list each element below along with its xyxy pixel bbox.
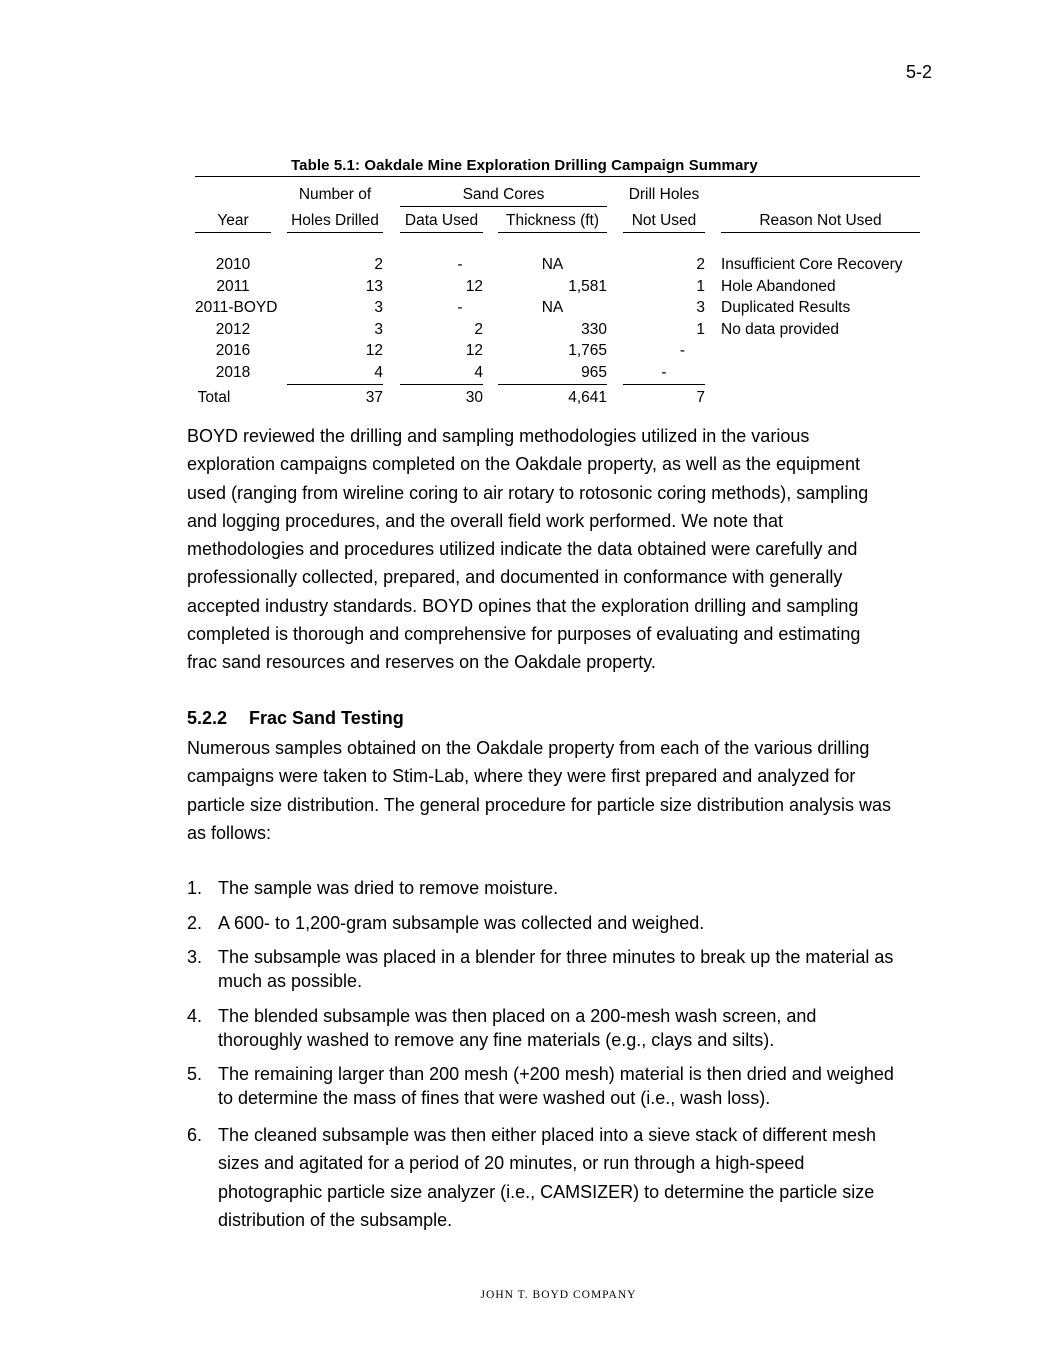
list-item-number: 1.: [187, 878, 203, 898]
list-item: [187, 1004, 947, 1052]
list-item-number: 5.: [187, 1064, 203, 1084]
table-cell-holes: 2: [374, 256, 383, 273]
paragraph-line: accepted industry standards. BOYD opines that the exploration drilling and sampling: [187, 595, 859, 616]
col-year: Year: [195, 212, 271, 233]
intro-line: Numerous samples obtained on the Oakdale property from each of the various drilling: [187, 738, 870, 758]
intro-line: particle size distribution. The general procedure for particle size distribution analysis was: [187, 794, 892, 815]
table-cell-not-used: -: [679, 342, 686, 360]
table-title: Table 5.1: Oakdale Mine Exploration Drilling Campaign Summary: [291, 157, 758, 174]
table-cell-not-used: 2: [696, 256, 705, 273]
list-item-text: [218, 876, 938, 900]
paragraph-line: used (ranging from wireline coring to air rotary to rotosonic coring methods), sampling: [187, 482, 869, 503]
section-heading: [187, 708, 404, 729]
list-item-number: 4.: [187, 1006, 203, 1026]
list-item-line: to determine the mass of fines that were washed out (i.e., wash loss).: [218, 1088, 771, 1108]
col-data-used: Data Used: [400, 212, 483, 233]
table-cell-data-used: 12: [465, 277, 483, 295]
paragraph-line: completed is thorough and comprehensive for purposes of evaluating and estimating: [187, 624, 861, 645]
col-holes-drilled: Holes Drilled: [287, 212, 383, 233]
list-item-text: [218, 1004, 938, 1052]
header-number-of: Number of: [298, 186, 372, 203]
paragraph-line: methodologies and procedures utilized indicate the data obtained were carefully and: [187, 539, 858, 560]
col-thickness: Thickness (ft): [498, 212, 607, 233]
header-sand-cores: Sand Cores: [400, 186, 607, 207]
table-cell-thickness: 330: [581, 320, 607, 338]
list-item-line: photographic particle size analyzer (i.e., CAMSIZER) to determine the particle size: [218, 1181, 875, 1202]
table-cell-thickness: 965: [498, 364, 607, 385]
table-cell-year: 2018: [215, 364, 251, 381]
list-item-number: 2.: [187, 913, 203, 933]
list-item: [187, 911, 947, 935]
section-number: 5.2.2: [187, 708, 228, 728]
methodology-paragraph: [187, 422, 947, 677]
table-cell-holes: 3: [374, 299, 383, 317]
list-item-line: The blended subsample was then placed on a 200-mesh wash screen, and: [218, 1006, 817, 1026]
table-cell-reason: No data provided: [721, 320, 840, 338]
total-not-used: 7: [696, 388, 705, 406]
table-cell-not-used: 1: [696, 277, 705, 295]
footer-company: JOHN T. BOYD COMPANY: [480, 1289, 637, 1301]
paragraph-line: frac sand resources and reserves on the Oakdale property.: [187, 652, 656, 673]
table-cell-not-used: 3: [696, 299, 705, 317]
total-label: Total: [197, 388, 231, 406]
section-title: Frac Sand Testing: [249, 708, 404, 728]
table-cell-reason: Duplicated Results: [721, 299, 851, 317]
list-item-text: [218, 1121, 938, 1234]
table-cell-data-used: -: [457, 299, 463, 317]
table-cell-year: 2010: [215, 256, 251, 273]
list-item-line: The subsample was placed in a blender for three minutes to break up the material as: [218, 947, 894, 967]
table-cell-not-used: 1: [696, 320, 705, 338]
list-item-line: thoroughly washed to remove any fine materials (e.g., clays and silts).: [218, 1030, 775, 1050]
list-item-line: much as possible.: [218, 971, 363, 991]
table-cell-reason: Hole Abandoned: [721, 277, 836, 295]
col-reason: Reason Not Used: [721, 212, 920, 233]
table-cell-holes: 12: [365, 342, 383, 360]
list-item-line: distribution of the subsample.: [218, 1209, 453, 1230]
table-cell-holes: 13: [365, 277, 383, 295]
table-cell-year: 2016: [215, 342, 251, 360]
list-item: [187, 945, 947, 993]
intro-line: campaigns were taken to Stim-Lab, where they were first prepared and analyzed for: [187, 766, 856, 787]
table-cell-data-used: 2: [474, 320, 483, 338]
list-item-number: 6.: [187, 1125, 203, 1145]
list-item-text: [218, 1062, 938, 1110]
list-item: [187, 1062, 947, 1110]
table-cell-year: 2012: [215, 320, 251, 338]
list-item-line: The remaining larger than 200 mesh (+200 mesh) material is then dried and weighed: [218, 1064, 894, 1084]
table-cell-year: 2011: [216, 277, 250, 295]
total-holes: 37: [365, 388, 383, 406]
table-cell-holes: 3: [374, 320, 383, 338]
table-title-bar: [195, 156, 920, 177]
table-cell-thickness: 1,765: [568, 342, 607, 360]
list-item: [187, 876, 947, 900]
intro-paragraph: [187, 734, 947, 847]
list-item-text: [218, 911, 938, 935]
total-thickness: 4,641: [568, 388, 607, 406]
total-data-used: 30: [465, 388, 483, 406]
table-cell-data-used: 12: [465, 342, 483, 360]
paragraph-line: BOYD reviewed the drilling and sampling methodologies utilized in the various: [187, 426, 810, 446]
table-cell-data-used: -: [457, 256, 463, 273]
list-item-line: The cleaned subsample was then either placed into a sieve stack of different mesh: [218, 1125, 877, 1145]
table-cell-thickness: 1,581: [568, 277, 607, 295]
table-cell-thickness: NA: [541, 256, 564, 273]
table-cell-reason: Insufficient Core Recovery: [721, 256, 903, 273]
list-item: [187, 1121, 947, 1234]
table-cell-year: 2011-BOYD: [195, 299, 278, 317]
list-item-text: [218, 945, 938, 993]
list-item-line: sizes and agitated for a period of 20 minutes, or run through a high-speed: [218, 1153, 805, 1174]
header-drill-holes: Drill Holes: [628, 186, 700, 203]
paragraph-line: exploration campaigns completed on the Oakdale property, as well as the equipment: [187, 454, 861, 475]
table-cell-thickness: NA: [541, 299, 564, 317]
page-number: 5-2: [905, 62, 932, 82]
list-item-number: 3.: [187, 947, 203, 967]
intro-line: as follows:: [187, 822, 272, 843]
table-cell-data-used: 4: [400, 364, 483, 385]
col-not-used: Not Used: [623, 212, 705, 233]
list-item-line: A 600- to 1,200-gram subsample was collected and weighed.: [218, 913, 705, 933]
table-cell-holes: 4: [287, 364, 383, 385]
table-cell-not-used: -: [623, 364, 705, 385]
paragraph-line: and logging procedures, and the overall field work performed. We note that: [187, 510, 784, 531]
table-body: [195, 177, 920, 406]
paragraph-line: professionally collected, prepared, and documented in conformance with generally: [187, 567, 843, 588]
drilling-summary-table: [195, 156, 920, 406]
list-item-line: The sample was dried to remove moisture.: [218, 878, 559, 898]
